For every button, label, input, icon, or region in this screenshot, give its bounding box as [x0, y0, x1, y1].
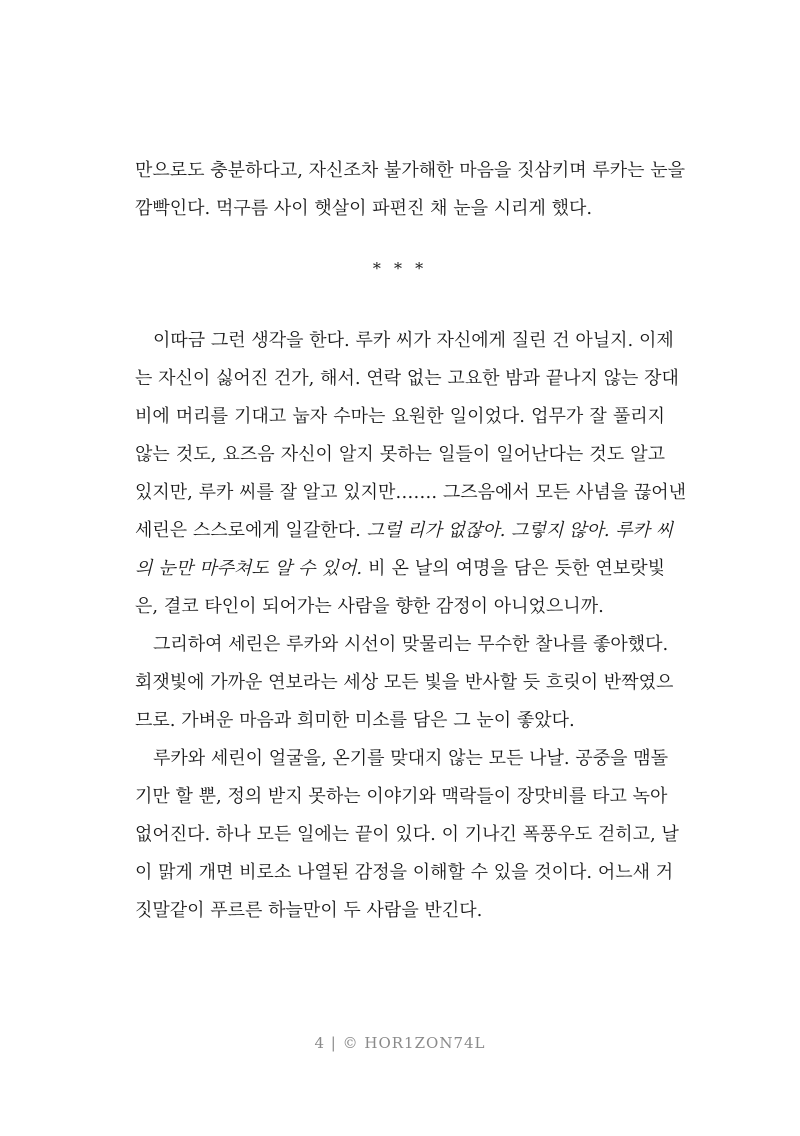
text-line: 는 자신이 싫어진 건가, 해서. 연락 없는 고요한 밤과 끝나지 않는 장대 [135, 368, 679, 389]
text-line: 그리하여 세린은 루카와 시선이 맞물리는 무수한 찰나를 좋아했다. [153, 634, 669, 655]
italic-thought: 의 눈만 마주쳐도 알 수 있어. [135, 558, 363, 579]
text-line: 루카와 세린이 얼굴을, 온기를 맞대지 않는 모든 나날. 공중을 맴돌 [153, 748, 669, 769]
text-line: 깜빡인다. 먹구름 사이 햇살이 파편진 채 눈을 시리게 했다. [135, 198, 593, 219]
text-line: 짓말같이 푸르른 하늘만이 두 사람을 반긴다. [135, 900, 483, 921]
text-line: 이 맑게 개면 비로소 나열된 감정을 이해할 수 있을 것이다. 어느새 거 [135, 862, 674, 883]
text-line: 므로. 가벼운 마음과 희미한 미소를 담은 그 눈이 좋았다. [135, 710, 575, 731]
text-run: 세린은 스스로에게 일갈한다. [135, 520, 361, 541]
text-line: 비에 머리를 기대고 눕자 수마는 요원한 일이었다. 업무가 잘 풀리지 [135, 406, 665, 427]
page-footer: 4 | © HOR1ZON74L [314, 1034, 486, 1052]
paragraph-top [135, 152, 686, 228]
text-line: 이따금 그런 생각을 한다. 루카 씨가 자신에게 질린 건 아닐지. 이제 [153, 330, 674, 351]
text-line: 만으로도 충분하다고, 자신조차 불가해한 마음을 짓삼키며 루카는 눈을 [135, 160, 686, 181]
text-line: 기만 할 뿐, 정의 받지 못하는 이야기와 맥락들이 장맛비를 타고 녹아 [135, 786, 668, 807]
main-text [135, 322, 687, 930]
text-line: 없어진다. 하나 모든 일에는 끝이 있다. 이 기나긴 폭풍우도 걷히고, 날 [135, 824, 679, 845]
scene-break: * * * [372, 259, 428, 278]
text-line: 있지만, 루카 씨를 잘 알고 있지만……. 그즈음에서 모든 사념을 끊어낸 [135, 482, 687, 503]
text-line: 회잿빛에 가까운 연보라는 세상 모든 빛을 반사할 듯 흐릿이 반짝였으 [135, 672, 674, 693]
text-line: 않는 것도, 요즈음 자신이 알지 못하는 일들이 일어난다는 것도 알고 [135, 444, 665, 465]
text-line [135, 550, 665, 588]
text-line: 은, 결코 타인이 되어가는 사람을 향한 감정이 아니었으니까. [135, 596, 604, 617]
text-run: 비 온 날의 여명을 담은 듯한 연보랏빛 [368, 558, 665, 579]
italic-thought: 그럴 리가 없잖아. 그렇지 않아. 루카 씨 [366, 520, 674, 541]
text-line [135, 512, 674, 550]
